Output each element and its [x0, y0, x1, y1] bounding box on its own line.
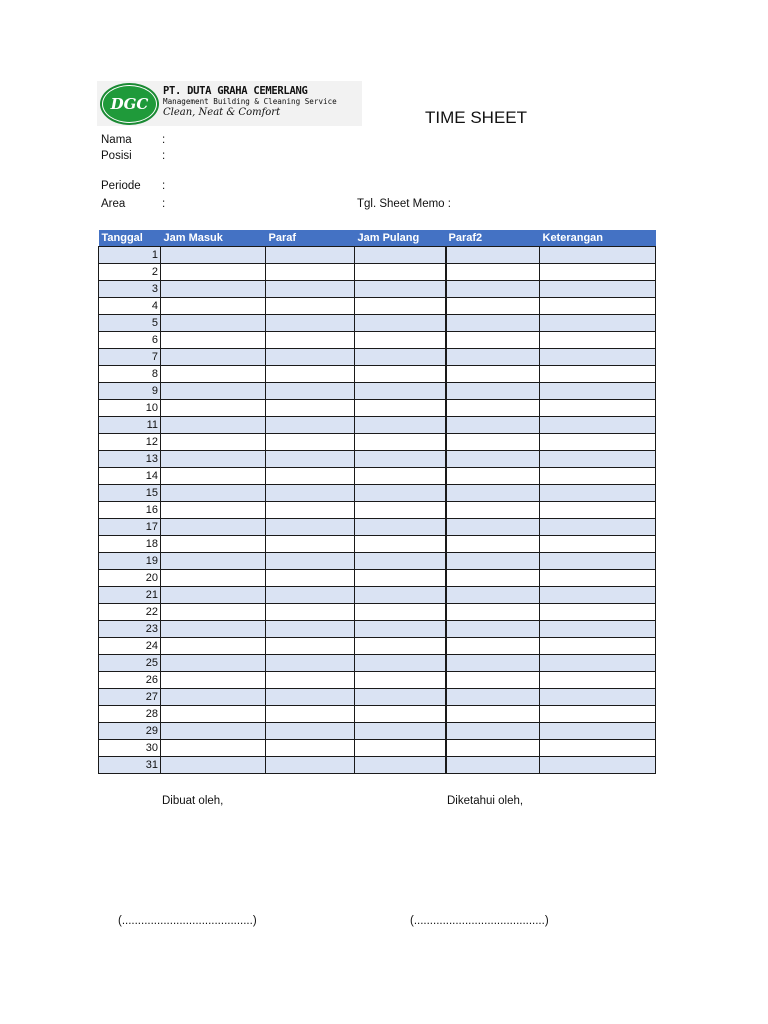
cell-jam-masuk[interactable] — [161, 740, 266, 757]
cell-paraf2[interactable] — [446, 468, 540, 485]
cell-paraf[interactable] — [266, 451, 355, 468]
cell-jam-pulang[interactable] — [355, 604, 446, 621]
field-label-memo: Tgl. Sheet Memo : — [357, 198, 451, 210]
cell-jam-masuk[interactable] — [161, 723, 266, 740]
cell-tanggal: 29 — [99, 723, 161, 740]
table-row — [99, 281, 656, 298]
cell-paraf2[interactable] — [446, 638, 540, 655]
cell-tanggal: 27 — [99, 689, 161, 706]
cell-paraf2[interactable] — [446, 621, 540, 638]
table-row — [99, 247, 656, 264]
cell-jam-masuk[interactable] — [161, 655, 266, 672]
cell-paraf2[interactable] — [446, 434, 540, 451]
cell-tanggal: 6 — [99, 332, 161, 349]
cell-keterangan[interactable] — [540, 655, 656, 672]
col-header-jam-masuk: Jam Masuk — [161, 230, 266, 247]
cell-paraf[interactable] — [266, 689, 355, 706]
cell-paraf2[interactable] — [446, 570, 540, 587]
cell-paraf[interactable] — [266, 485, 355, 502]
cell-tanggal: 13 — [99, 451, 161, 468]
cell-tanggal: 18 — [99, 536, 161, 553]
table-row — [99, 400, 656, 417]
cell-tanggal: 24 — [99, 638, 161, 655]
cell-jam-masuk[interactable] — [161, 417, 266, 434]
table-row — [99, 383, 656, 400]
cell-keterangan[interactable] — [540, 672, 656, 689]
col-header-jam-pulang: Jam Pulang — [355, 230, 446, 247]
cell-keterangan[interactable] — [540, 553, 656, 570]
cell-jam-masuk[interactable] — [161, 502, 266, 519]
cell-jam-masuk[interactable] — [161, 400, 266, 417]
cell-paraf[interactable] — [266, 706, 355, 723]
cell-paraf[interactable] — [266, 604, 355, 621]
cell-keterangan[interactable] — [540, 740, 656, 757]
field-label-area: Area — [101, 198, 126, 210]
cell-tanggal: 21 — [99, 587, 161, 604]
cell-jam-pulang[interactable] — [355, 638, 446, 655]
signature-line-left: (.........................................) — [118, 915, 257, 927]
table-row — [99, 502, 656, 519]
cell-tanggal: 14 — [99, 468, 161, 485]
cell-keterangan[interactable] — [540, 621, 656, 638]
cell-jam-pulang[interactable] — [355, 400, 446, 417]
cell-keterangan[interactable] — [540, 587, 656, 604]
cell-jam-masuk[interactable] — [161, 366, 266, 383]
table-row — [99, 434, 656, 451]
cell-jam-masuk[interactable] — [161, 519, 266, 536]
cell-paraf[interactable] — [266, 655, 355, 672]
cell-tanggal: 3 — [99, 281, 161, 298]
cell-keterangan[interactable] — [540, 536, 656, 553]
cell-jam-masuk[interactable] — [161, 298, 266, 315]
table-row — [99, 298, 656, 315]
cell-paraf2[interactable] — [446, 587, 540, 604]
cell-paraf2[interactable] — [446, 400, 540, 417]
cell-paraf2[interactable] — [446, 366, 540, 383]
cell-jam-pulang[interactable] — [355, 689, 446, 706]
cell-tanggal: 5 — [99, 315, 161, 332]
cell-paraf2[interactable] — [446, 315, 540, 332]
cell-tanggal: 28 — [99, 706, 161, 723]
cell-paraf[interactable] — [266, 298, 355, 315]
cell-keterangan[interactable] — [540, 638, 656, 655]
cell-paraf2[interactable] — [446, 536, 540, 553]
cell-jam-pulang[interactable] — [355, 740, 446, 757]
cell-tanggal: 30 — [99, 740, 161, 757]
cell-jam-masuk[interactable] — [161, 604, 266, 621]
cell-tanggal: 17 — [99, 519, 161, 536]
cell-jam-masuk[interactable] — [161, 706, 266, 723]
cell-jam-masuk[interactable] — [161, 553, 266, 570]
cell-keterangan[interactable] — [540, 570, 656, 587]
table-row — [99, 570, 656, 587]
cell-tanggal: 7 — [99, 349, 161, 366]
cell-jam-masuk[interactable] — [161, 349, 266, 366]
cell-jam-pulang[interactable] — [355, 672, 446, 689]
cell-tanggal: 9 — [99, 383, 161, 400]
cell-jam-pulang[interactable] — [355, 332, 446, 349]
table-row — [99, 366, 656, 383]
cell-paraf2[interactable] — [446, 247, 540, 264]
cell-paraf[interactable] — [266, 570, 355, 587]
table-row — [99, 485, 656, 502]
cell-jam-pulang[interactable] — [355, 451, 446, 468]
known-by-label: Diketahui oleh, — [447, 795, 524, 807]
col-header-keterangan: Keterangan — [540, 230, 656, 247]
cell-jam-pulang[interactable] — [355, 757, 446, 774]
cell-keterangan[interactable] — [540, 383, 656, 400]
cell-paraf2[interactable] — [446, 553, 540, 570]
cell-paraf2[interactable] — [446, 264, 540, 281]
cell-jam-masuk[interactable] — [161, 587, 266, 604]
cell-paraf2[interactable] — [446, 519, 540, 536]
cell-paraf[interactable] — [266, 587, 355, 604]
cell-paraf2[interactable] — [446, 672, 540, 689]
table-row — [99, 706, 656, 723]
cell-paraf[interactable] — [266, 315, 355, 332]
cell-jam-pulang[interactable] — [355, 485, 446, 502]
cell-paraf[interactable] — [266, 332, 355, 349]
cell-keterangan[interactable] — [540, 400, 656, 417]
cell-tanggal: 15 — [99, 485, 161, 502]
cell-jam-pulang[interactable] — [355, 723, 446, 740]
cell-paraf2[interactable] — [446, 757, 540, 774]
cell-jam-masuk[interactable] — [161, 315, 266, 332]
table-row — [99, 264, 656, 281]
table-row — [99, 536, 656, 553]
cell-keterangan[interactable] — [540, 502, 656, 519]
cell-keterangan[interactable] — [540, 417, 656, 434]
table-row — [99, 553, 656, 570]
col-header-paraf: Paraf — [266, 230, 355, 247]
cell-paraf[interactable] — [266, 672, 355, 689]
cell-jam-masuk[interactable] — [161, 451, 266, 468]
cell-keterangan[interactable] — [540, 519, 656, 536]
cell-tanggal: 25 — [99, 655, 161, 672]
cell-jam-pulang[interactable] — [355, 570, 446, 587]
cell-paraf2[interactable] — [446, 706, 540, 723]
cell-paraf2[interactable] — [446, 604, 540, 621]
table-row — [99, 468, 656, 485]
cell-tanggal: 23 — [99, 621, 161, 638]
cell-paraf2[interactable] — [446, 451, 540, 468]
cell-paraf[interactable] — [266, 502, 355, 519]
cell-keterangan[interactable] — [540, 485, 656, 502]
cell-jam-masuk[interactable] — [161, 689, 266, 706]
cell-jam-pulang[interactable] — [355, 383, 446, 400]
cell-jam-masuk[interactable] — [161, 570, 266, 587]
cell-jam-masuk[interactable] — [161, 281, 266, 298]
table-row — [99, 349, 656, 366]
cell-paraf[interactable] — [266, 723, 355, 740]
cell-tanggal: 12 — [99, 434, 161, 451]
table-row — [99, 638, 656, 655]
table-row — [99, 723, 656, 740]
timesheet-table — [98, 230, 656, 774]
field-label-periode: Periode — [101, 180, 141, 192]
table-row — [99, 417, 656, 434]
table-row — [99, 315, 656, 332]
cell-tanggal: 19 — [99, 553, 161, 570]
cell-jam-pulang[interactable] — [355, 315, 446, 332]
cell-tanggal: 11 — [99, 417, 161, 434]
table-header-row — [99, 230, 656, 247]
cell-paraf2[interactable] — [446, 383, 540, 400]
cell-keterangan[interactable] — [540, 706, 656, 723]
cell-jam-masuk[interactable] — [161, 672, 266, 689]
cell-paraf[interactable] — [266, 621, 355, 638]
logo-company-name: PT. DUTA GRAHA CEMERLANG — [163, 85, 308, 97]
cell-paraf[interactable] — [266, 383, 355, 400]
cell-jam-masuk[interactable] — [161, 485, 266, 502]
cell-keterangan[interactable] — [540, 689, 656, 706]
cell-jam-pulang[interactable] — [355, 247, 446, 264]
cell-paraf[interactable] — [266, 349, 355, 366]
cell-paraf[interactable] — [266, 757, 355, 774]
cell-keterangan[interactable] — [540, 264, 656, 281]
cell-jam-pulang[interactable] — [355, 621, 446, 638]
cell-paraf[interactable] — [266, 536, 355, 553]
field-colon-area: : — [162, 198, 166, 210]
cell-paraf[interactable] — [266, 553, 355, 570]
col-header-paraf2: Paraf2 — [446, 230, 540, 247]
cell-keterangan[interactable] — [540, 604, 656, 621]
cell-jam-pulang[interactable] — [355, 349, 446, 366]
table-row — [99, 587, 656, 604]
cell-jam-masuk[interactable] — [161, 638, 266, 655]
table-row — [99, 621, 656, 638]
page-title: TIME SHEET — [425, 108, 528, 127]
cell-jam-pulang[interactable] — [355, 706, 446, 723]
cell-jam-masuk[interactable] — [161, 383, 266, 400]
cell-paraf2[interactable] — [446, 298, 540, 315]
field-colon-periode: : — [162, 180, 166, 192]
company-logo — [97, 81, 362, 126]
table-row — [99, 655, 656, 672]
table-row — [99, 604, 656, 621]
cell-tanggal: 20 — [99, 570, 161, 587]
cell-paraf[interactable] — [266, 740, 355, 757]
table-row — [99, 332, 656, 349]
cell-jam-pulang[interactable] — [355, 434, 446, 451]
table-row — [99, 757, 656, 774]
cell-jam-pulang[interactable] — [355, 536, 446, 553]
cell-keterangan[interactable] — [540, 298, 656, 315]
cell-keterangan[interactable] — [540, 468, 656, 485]
cell-jam-masuk[interactable] — [161, 247, 266, 264]
cell-keterangan[interactable] — [540, 332, 656, 349]
cell-jam-masuk[interactable] — [161, 757, 266, 774]
cell-tanggal: 2 — [99, 264, 161, 281]
cell-paraf2[interactable] — [446, 689, 540, 706]
cell-paraf2[interactable] — [446, 417, 540, 434]
cell-paraf[interactable] — [266, 400, 355, 417]
cell-paraf2[interactable] — [446, 485, 540, 502]
logo-service-line: Management Building & Cleaning Service — [163, 97, 337, 106]
cell-jam-pulang[interactable] — [355, 519, 446, 536]
cell-paraf[interactable] — [266, 468, 355, 485]
cell-paraf[interactable] — [266, 366, 355, 383]
cell-paraf2[interactable] — [446, 655, 540, 672]
field-label-posisi: Posisi — [101, 150, 132, 162]
cell-paraf2[interactable] — [446, 740, 540, 757]
cell-keterangan[interactable] — [540, 315, 656, 332]
table-row — [99, 689, 656, 706]
logo-initials: DGC — [110, 95, 149, 113]
cell-keterangan[interactable] — [540, 723, 656, 740]
field-colon-nama: : — [162, 134, 166, 146]
field-colon-posisi: : — [162, 150, 166, 162]
table-row — [99, 519, 656, 536]
cell-jam-masuk[interactable] — [161, 434, 266, 451]
table-row — [99, 672, 656, 689]
cell-paraf2[interactable] — [446, 332, 540, 349]
cell-tanggal: 1 — [99, 247, 161, 264]
cell-tanggal: 22 — [99, 604, 161, 621]
cell-jam-masuk[interactable] — [161, 621, 266, 638]
cell-paraf2[interactable] — [446, 723, 540, 740]
table-row — [99, 740, 656, 757]
cell-paraf[interactable] — [266, 281, 355, 298]
cell-keterangan[interactable] — [540, 366, 656, 383]
logo-tagline: Clean, Neat & Comfort — [163, 107, 281, 118]
cell-paraf[interactable] — [266, 519, 355, 536]
cell-jam-pulang[interactable] — [355, 468, 446, 485]
cell-tanggal: 16 — [99, 502, 161, 519]
cell-tanggal: 8 — [99, 366, 161, 383]
cell-jam-masuk[interactable] — [161, 332, 266, 349]
cell-jam-masuk[interactable] — [161, 264, 266, 281]
cell-paraf2[interactable] — [446, 502, 540, 519]
cell-jam-pulang[interactable] — [355, 553, 446, 570]
cell-jam-pulang[interactable] — [355, 298, 446, 315]
cell-keterangan[interactable] — [540, 434, 656, 451]
cell-keterangan[interactable] — [540, 247, 656, 264]
logo-badge — [102, 85, 157, 123]
cell-keterangan[interactable] — [540, 349, 656, 366]
cell-jam-masuk[interactable] — [161, 536, 266, 553]
cell-keterangan[interactable] — [540, 451, 656, 468]
cell-jam-pulang[interactable] — [355, 366, 446, 383]
cell-tanggal: 4 — [99, 298, 161, 315]
cell-paraf2[interactable] — [446, 281, 540, 298]
cell-paraf[interactable] — [266, 247, 355, 264]
field-label-nama: Nama — [101, 134, 132, 146]
cell-paraf[interactable] — [266, 638, 355, 655]
cell-jam-pulang[interactable] — [355, 587, 446, 604]
cell-paraf[interactable] — [266, 417, 355, 434]
signature-line-right: (.........................................) — [410, 915, 549, 927]
cell-jam-masuk[interactable] — [161, 468, 266, 485]
cell-jam-pulang[interactable] — [355, 417, 446, 434]
cell-jam-pulang[interactable] — [355, 502, 446, 519]
cell-paraf[interactable] — [266, 434, 355, 451]
table-row — [99, 451, 656, 468]
cell-jam-pulang[interactable] — [355, 655, 446, 672]
cell-paraf2[interactable] — [446, 349, 540, 366]
cell-tanggal: 10 — [99, 400, 161, 417]
cell-jam-pulang[interactable] — [355, 264, 446, 281]
cell-tanggal: 26 — [99, 672, 161, 689]
made-by-label: Dibuat oleh, — [162, 795, 224, 807]
cell-tanggal: 31 — [99, 757, 161, 774]
cell-keterangan[interactable] — [540, 757, 656, 774]
col-header-tanggal: Tanggal — [99, 230, 161, 247]
cell-jam-pulang[interactable] — [355, 281, 446, 298]
cell-keterangan[interactable] — [540, 281, 656, 298]
cell-paraf[interactable] — [266, 264, 355, 281]
